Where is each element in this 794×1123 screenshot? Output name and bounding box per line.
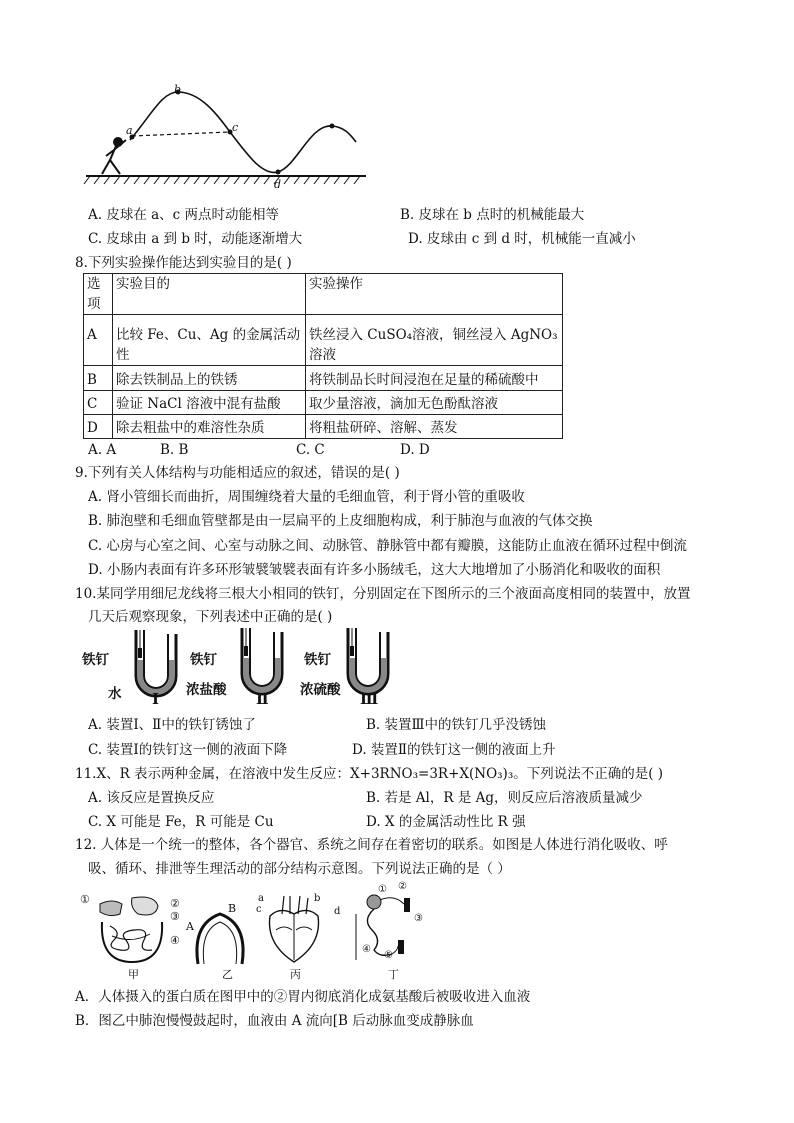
q8-option-d[interactable]: D. D [400, 442, 430, 458]
device3-nail-label: 铁钉 [304, 652, 331, 668]
q7-option-d[interactable]: D. 皮球由 c 到 d 时，机械能一直减小 [408, 231, 636, 247]
bing-label-b: b [314, 893, 321, 904]
q11-stem: 11.X、R 表示两种金属，在溶液中发生反应：X+3RNO₃=3R+X(NO₃)₃。下列说法不正确的是( ) [75, 766, 664, 782]
q9-option-c[interactable]: C. 心房与心室之间、心室与动脉之间、动脉管、静脉管中都有瓣膜，这能防止血液在循环过程中倒流 [88, 538, 687, 554]
figure-caption-ding: 丁 [388, 968, 399, 981]
row-goal: 验证 NaCl 溶液中混有盐酸 [113, 391, 306, 415]
row-goal: 比较 Fe、Cu、Ag 的金属活动性 [113, 315, 306, 366]
jia-label-3: ③ [170, 910, 180, 923]
bing-label-a: a [258, 893, 264, 904]
row-goal: 除去粗盐中的难溶性杂质 [113, 415, 306, 439]
jia-label-1: ① [80, 893, 90, 906]
ding-label-3: ③ [414, 913, 423, 924]
device3-numeral: Ⅲ [360, 690, 379, 708]
bing-label-c: c [256, 904, 262, 915]
figure-caption-yi: 乙 [222, 968, 233, 981]
q11-option-d[interactable]: D. X 的金属活动性比 R 强 [366, 814, 526, 830]
row-operation: 将粗盐研碎、溶解、蒸发 [306, 415, 563, 439]
table-row [84, 366, 563, 391]
device2-nail-label: 铁钉 [190, 652, 217, 668]
device1-liquid-label: 水 [108, 686, 122, 702]
q8-option-a[interactable]: A. A [88, 442, 117, 458]
q12-stem-line2: 吸、循环、排泄等生理活动的部分结构示意图。下列说法正确的是（ ） [88, 861, 511, 877]
ding-label-4: ④ [362, 944, 371, 955]
ding-label-1: ① [378, 884, 387, 895]
row-goal: 除去铁制品上的铁锈 [113, 366, 306, 391]
q11-option-b[interactable]: B. 若是 Al，R 是 Ag，则反应后溶液质量减少 [366, 790, 643, 806]
q11-option-a[interactable]: A. 该反应是置换反应 [88, 790, 215, 806]
q9-option-d[interactable]: D. 小肠内表面有许多环形皱襞皱襞表面有许多小肠绒毛，这大大地增加了小肠消化和吸收的面积 [88, 562, 661, 578]
q10-stem-line1: 10.某同学用细尼龙线将三根大小相同的铁钉，分别固定在下图所示的三个液面高度相同的装置中，放置 [75, 586, 691, 602]
q12-option-a[interactable]: A．人体摄入的蛋白质在图甲中的②胃内彻底消化成氨基酸后被吸收进入血液 [75, 989, 531, 1005]
q10-option-a[interactable]: A. 装置Ⅰ、Ⅱ中的铁钉锈蚀了 [88, 717, 256, 733]
device2-liquid-label: 浓盐酸 [186, 682, 227, 698]
table-row [84, 391, 563, 415]
q7-option-b[interactable]: B. 皮球在 b 点时的机械能最大 [400, 207, 585, 223]
bing-label-d: d [334, 906, 341, 917]
header-goal: 实验目的 [113, 274, 306, 315]
jia-label-2: ② [170, 897, 180, 910]
device1-numeral: Ⅰ [152, 690, 160, 708]
q10-option-d[interactable]: D. 装置Ⅱ的铁钉这一侧的液面上升 [352, 742, 556, 758]
header-option: 选项 [84, 274, 113, 315]
q8-stem: 8.下列实验操作能达到实验目的是( ) [75, 255, 292, 271]
heart-figure [262, 894, 326, 966]
q8-experiment-table [83, 273, 563, 439]
q10-option-b[interactable]: B. 装置Ⅲ中的铁钉几乎没锈蚀 [366, 717, 547, 733]
table-row [84, 415, 563, 439]
yi-label-a: A [186, 920, 194, 933]
ding-label-2: ② [398, 881, 407, 892]
row-option: B [84, 366, 113, 391]
q7-option-a[interactable]: A. 皮球在 a、c 两点时动能相等 [88, 207, 280, 223]
q9-stem: 9.下列有关人体结构与功能相适应的叙述，错误的是( ) [75, 465, 400, 481]
point-a-label: a [126, 124, 133, 137]
alveolus-capillary-figure [192, 904, 248, 966]
device3-liquid-label: 浓硫酸 [300, 682, 341, 698]
row-operation: 铁丝浸入 CuSO₄溶液，铜丝浸入 AgNO₃溶液 [306, 315, 563, 366]
q9-option-b[interactable]: B. 肺泡壁和毛细血管壁都是由一层扁平的上皮细胞构成，利于肺泡与血液的气体交换 [88, 513, 593, 529]
device1-nail-label: 铁钉 [82, 652, 109, 668]
table-header-row [84, 274, 563, 315]
q8-option-c[interactable]: C. C [296, 442, 325, 458]
row-option: D [84, 415, 113, 439]
q9-option-a[interactable]: A. 肾小管细长而曲折，周围缠绕着大量的毛细血管，利于肾小管的重吸收 [88, 489, 525, 505]
row-operation: 将铁制品长时间浸泡在足量的稀硫酸中 [306, 366, 563, 391]
q12-stem-line1: 12. 人体是一个统一的整体，各个器官、系统之间存在着密切的联系。如图是人体进行消化吸收、呼 [75, 837, 668, 853]
ding-label-5: ⑤ [384, 950, 393, 961]
table-row [84, 315, 563, 366]
header-operation: 实验操作 [306, 274, 563, 315]
device2-numeral: Ⅱ [256, 690, 269, 708]
q8-option-b[interactable]: B. B [160, 442, 189, 458]
q12-option-b[interactable]: B．图乙中肺泡慢慢鼓起时，血液由 A 流向[B 后动脉血变成静脉血 [75, 1013, 474, 1029]
q10-stem-line2: 几天后观察现象，下列表述中正确的是( ) [88, 609, 333, 625]
row-option: A [84, 315, 113, 366]
q10-option-c[interactable]: C. 装置Ⅰ的铁钉这一侧的液面下降 [88, 742, 288, 758]
q7-option-c[interactable]: C. 皮球由 a 到 b 时，动能逐渐增大 [88, 231, 303, 247]
point-b-label: b [174, 83, 182, 96]
digestive-system-figure [92, 892, 174, 966]
yi-label-b: B [228, 902, 237, 915]
jia-label-4: ④ [170, 934, 180, 947]
q11-option-c[interactable]: C. X 可能是 Fe，R 可能是 Cu [88, 814, 274, 830]
figure-caption-jia: 甲 [128, 968, 139, 981]
row-operation: 取少量溶液，滴加无色酚酞溶液 [306, 391, 563, 415]
point-d-label: d [274, 178, 282, 191]
row-option: C [84, 391, 113, 415]
point-c-label: c [232, 121, 239, 134]
figure-caption-bing: 丙 [290, 968, 301, 981]
